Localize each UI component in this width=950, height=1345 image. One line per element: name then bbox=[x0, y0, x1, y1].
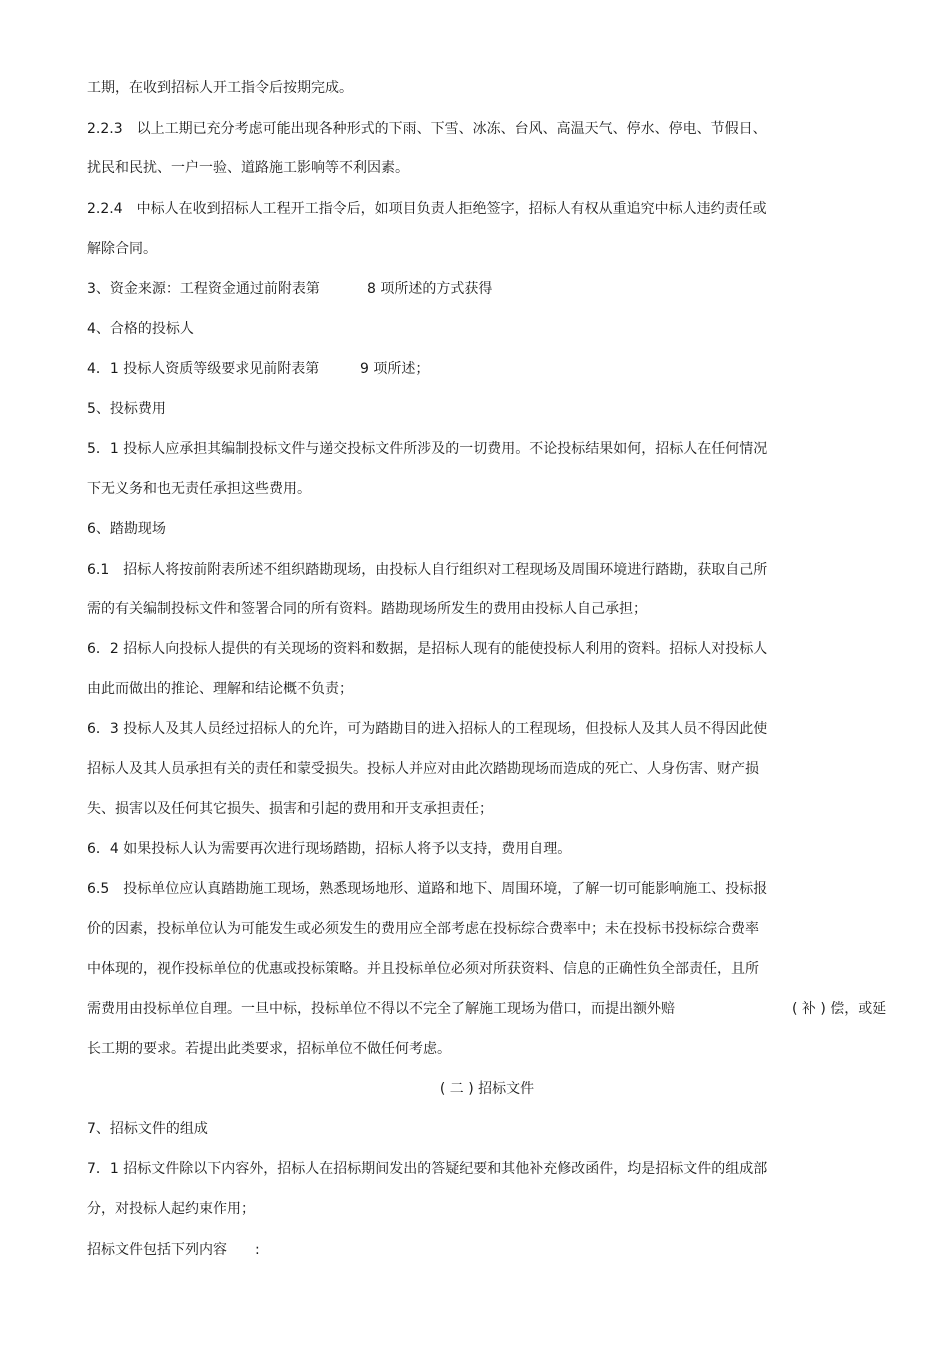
paragraph-line: 长工期的要求。若提出此类要求，招标单位不做任何考虑。 bbox=[87, 1041, 451, 1057]
paragraph-line: 7．1 招标文件除以下内容外，招标人在招标期间发出的答疑纪要和其他补充修改函件，均是招标文件的组成部 bbox=[87, 1161, 768, 1177]
section-heading: 5、投标费用 bbox=[87, 401, 166, 417]
paragraph-line: 工期，在收到招标人开工指令后按期完成。 bbox=[87, 80, 353, 96]
paragraph-line: 需的有关编制投标文件和签署合同的所有资料。踏勘现场所发生的费用由投标人自己承担； bbox=[87, 601, 647, 617]
section-heading: 6、踏勘现场 bbox=[87, 521, 166, 537]
chapter-heading: ( 二 ) 招标文件 bbox=[439, 1081, 535, 1097]
paragraph-line: 需费用由投标单位自理。一旦中标，投标单位不得以不完全了解施工现场为借口，而提出额外赔 bbox=[87, 1001, 675, 1017]
section-heading: 3、资金来源：工程资金通过前附表第 bbox=[87, 281, 320, 297]
paragraph-line: 4．1 投标人资质等级要求见前附表第 bbox=[87, 361, 320, 377]
paragraph-line: 由此而做出的推论、理解和结论概不负责； bbox=[87, 681, 353, 697]
paragraph-fragment: : bbox=[255, 1242, 260, 1258]
paragraph-line: 6．3 投标人及其人员经过招标人的允许，可为踏勘目的进入招标人的工程现场，但投标人及其人员不得因此使 bbox=[87, 721, 768, 737]
paragraph-fragment: 8 项所述的方式获得 bbox=[367, 281, 493, 297]
paragraph-line: 6．4 如果投标人认为需要再次进行现场踏勘，招标人将予以支持，费用自理。 bbox=[87, 841, 572, 857]
paragraph-fragment: 9 项所述； bbox=[360, 361, 430, 377]
paragraph-line: 招标文件包括下列内容 bbox=[87, 1242, 227, 1258]
paragraph-line: 价的因素，投标单位认为可能发生或必须发生的费用应全部考虑在投标综合费率中；未在投标书投标综合费率 bbox=[87, 921, 759, 937]
paragraph-line: 6．2 招标人向投标人提供的有关现场的资料和数据，是招标人现有的能使投标人利用的资料。招标人对投标人 bbox=[87, 641, 768, 657]
paragraph-line: 5．1 投标人应承担其编制投标文件与递交投标文件所涉及的一切费用。不论投标结果如何，招标人在任何情况 bbox=[87, 441, 768, 457]
paragraph-line: 2.2.4 中标人在收到招标人工程开工指令后，如项目负责人拒绝签字，招标人有权从重追究中标人违约责任或 bbox=[87, 201, 767, 217]
paragraph-line: 下无义务和也无责任承担这些费用。 bbox=[87, 481, 311, 497]
paragraph-line: 分，对投标人起约束作用； bbox=[87, 1201, 255, 1217]
paragraph-line: 6.1 招标人将按前附表所述不组织踏勘现场，由投标人自行组织对工程现场及周围环境进行踏勘，获取自己所 bbox=[87, 562, 768, 578]
section-heading: 4、合格的投标人 bbox=[87, 321, 194, 337]
paragraph-line: 失、损害以及任何其它损失、损害和引起的费用和开支承担责任； bbox=[87, 801, 493, 817]
paragraph-line: 中体现的，视作投标单位的优惠或投标策略。并且投标单位必须对所获资料、信息的正确性负全部责任，且所 bbox=[87, 961, 759, 977]
paragraph-fragment: ( 补 ) 偿，或延 bbox=[792, 1001, 887, 1017]
paragraph-line: 招标人及其人员承担有关的责任和蒙受损失。投标人并应对由此次踏勘现场而造成的死亡、人身伤害、财产损 bbox=[87, 761, 759, 777]
paragraph-line: 扰民和民扰、一户一验、道路施工影响等不利因素。 bbox=[87, 160, 409, 176]
paragraph-line: 2.2.3 以上工期已充分考虑可能出现各种形式的下雨、下雪、冰冻、台风、高温天气、停水、停电、节假日、 bbox=[87, 121, 767, 137]
paragraph-line: 解除合同。 bbox=[87, 241, 157, 257]
paragraph-line: 6.5 投标单位应认真踏勘施工现场，熟悉现场地形、道路和地下、周围环境，了解一切可能影响施工、投标报 bbox=[87, 881, 768, 897]
section-heading: 7、招标文件的组成 bbox=[87, 1121, 208, 1137]
